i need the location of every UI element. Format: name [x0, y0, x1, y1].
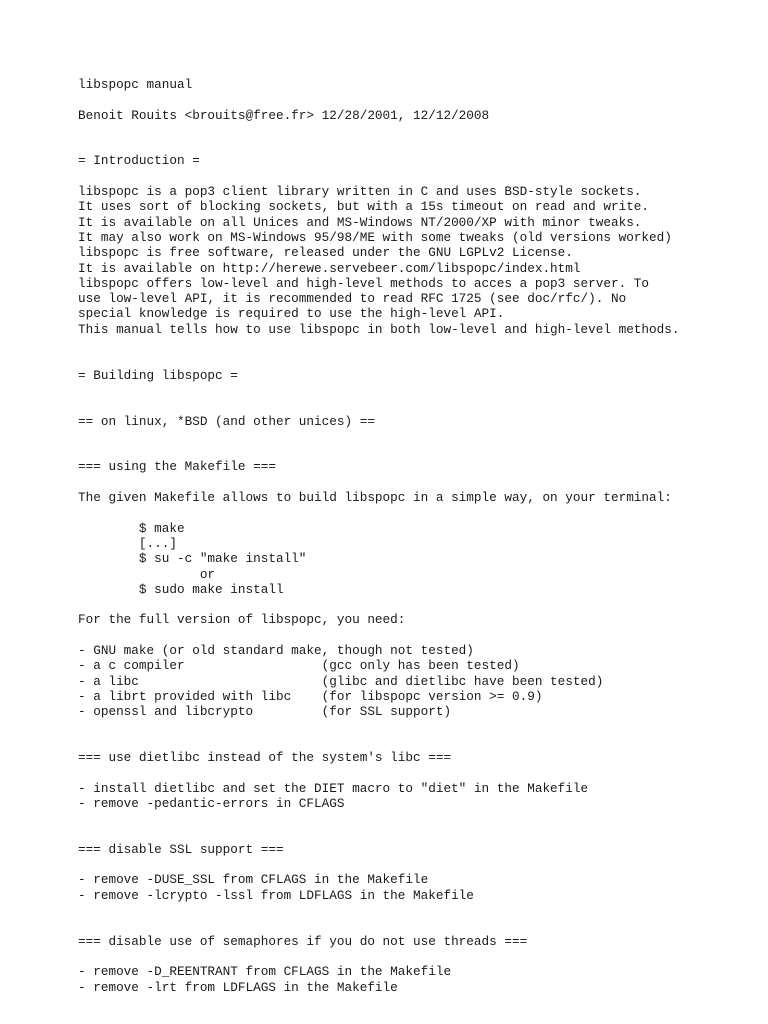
blank-line [78, 949, 758, 964]
text-line: - remove -D_REENTRANT from CFLAGS in the Makefile [78, 964, 452, 980]
text-line: This manual tells how to use libspopc in both low-level and high-level methods. [78, 321, 680, 337]
text-line: - remove -lrt from LDFLAGS in the Makefile [78, 979, 398, 995]
text-line: == on linux, *BSD (and other unices) == [78, 413, 375, 429]
blank-line [78, 735, 758, 750]
text-line: libspopc manual [78, 77, 193, 92]
text-line: = Introduction = [78, 153, 200, 169]
text-line: - a libc (glibc and dietlibc have been tested) [78, 673, 604, 689]
blank-line [78, 597, 758, 612]
text-line: - remove -DUSE_SSL from CFLAGS in the Makefile [78, 872, 429, 888]
text-line: - remove -pedantic-errors in CFLAGS [78, 795, 345, 811]
text-line: === disable SSL support === [78, 841, 284, 857]
blank-line [78, 475, 758, 490]
blank-line [78, 398, 758, 413]
text-line: libspopc is a pop3 client library written in C and uses BSD-style sockets. [78, 184, 642, 200]
blank-line [78, 765, 758, 780]
blank-line [78, 123, 758, 138]
blank-line [78, 169, 758, 184]
text-line: $ su -c "make install" [78, 551, 307, 567]
blank-line [78, 505, 758, 520]
text-line: === disable use of semaphores if you do not use threads === [78, 933, 528, 949]
blank-line [78, 429, 758, 444]
blank-line [78, 352, 758, 367]
blank-line [78, 719, 758, 734]
manual-text [78, 77, 758, 995]
text-line: use low-level API, it is recommended to read RFC 1725 (see doc/rfc/). No [78, 291, 627, 307]
blank-line [78, 918, 758, 933]
blank-line [78, 628, 758, 643]
blank-line [78, 811, 758, 826]
text-line: For the full version of libspopc, you need: [78, 612, 406, 628]
text-line: It uses sort of blocking sockets, but with a 15s timeout on read and write. [78, 199, 650, 215]
text-line: - install dietlibc and set the DIET macro to "diet" in the Makefile [78, 780, 589, 796]
blank-line [78, 92, 758, 107]
text-line: or [78, 566, 216, 582]
text-line: It is available on http://herewe.servebeer.com/libspopc/index.html [78, 260, 581, 276]
blank-line [78, 337, 758, 352]
blank-line [78, 903, 758, 918]
text-line: = Building libspopc = [78, 367, 238, 383]
text-line: === use dietlibc instead of the system's libc === [78, 750, 452, 766]
blank-line [78, 857, 758, 872]
text-line: libspopc offers low-level and high-level methods to acces a pop3 server. To [78, 275, 650, 291]
blank-line [78, 827, 758, 842]
blank-line [78, 444, 758, 459]
blank-line [78, 138, 758, 153]
text-line: - remove -lcrypto -lssl from LDFLAGS in the Makefile [78, 887, 474, 903]
text-line: $ make [78, 520, 185, 536]
text-line: special knowledge is required to use the high-level API. [78, 306, 505, 322]
text-line: - GNU make (or old standard make, though not tested) [78, 642, 474, 658]
text-line: It is available on all Unices and MS-Windows NT/2000/XP with minor tweaks. [78, 214, 642, 230]
text-line: [...] [78, 535, 177, 551]
text-line: === using the Makefile === [78, 459, 276, 475]
text-line: - a librt provided with libc (for libspopc version >= 0.9) [78, 688, 543, 704]
blank-line [78, 383, 758, 398]
text-line: - openssl and libcrypto (for SSL support) [78, 704, 452, 720]
text-line: It may also work on MS-Windows 95/98/ME with some tweaks (old versions worked) [78, 229, 672, 245]
text-line: libspopc is free software, released under the GNU LGPLv2 License. [78, 245, 573, 261]
text-line: The given Makefile allows to build libspopc in a simple way, on your terminal: [78, 490, 672, 506]
text-line: Benoit Rouits <brouits@free.fr> 12/28/2001, 12/12/2008 [78, 107, 490, 123]
text-line: - a c compiler (gcc only has been tested) [78, 658, 520, 674]
text-line: $ sudo make install [78, 581, 284, 597]
